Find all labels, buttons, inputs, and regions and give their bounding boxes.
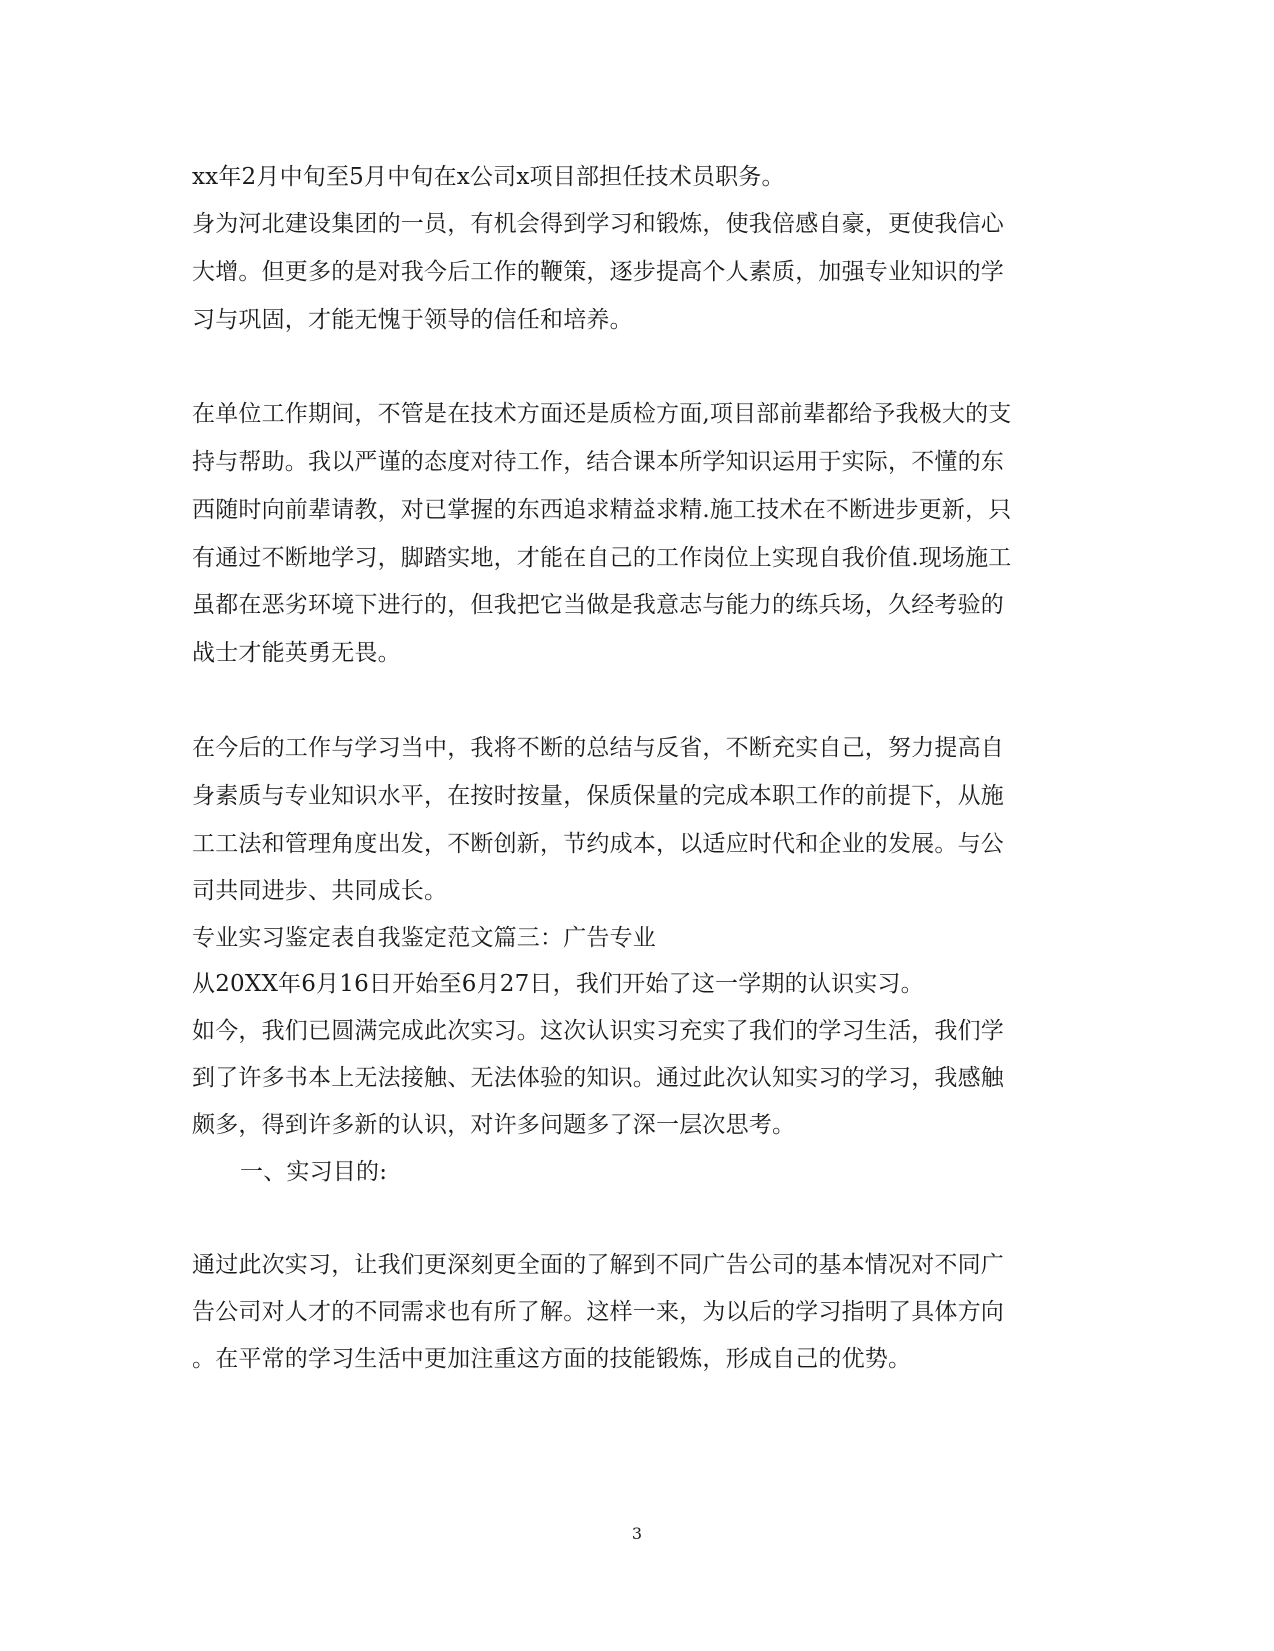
subsection-heading: 一、实习目的: [240,1159,388,1185]
text-line: 虽都在恶劣环境下进行的，但我把它当做是我意志与能力的练兵场，久经考验的 [192,592,1004,618]
text-line: 在今后的工作与学习当中，我将不断的总结与反省，不断充实自己，努力提高自 [192,735,1004,761]
text-line: 有通过不断地学习，脚踏实地，才能在自己的工作岗位上实现自我价值.现场施工 [192,545,1012,571]
text-line: 告公司对人才的不同需求也有所了解。这样一来，为以后的学习指明了具体方向 [192,1299,1004,1325]
text-line: 大增。但更多的是对我今后工作的鞭策，逐步提高个人素质，加强专业知识的学 [192,259,1004,285]
page-number: 3 [631,1524,643,1543]
text-line: 身为河北建设集团的一员，有机会得到学习和锻炼，使我倍感自豪，更使我信心 [192,211,1004,237]
text-line: 到了许多书本上无法接触、无法体验的知识。通过此次认知实习的学习，我感触 [192,1065,1004,1091]
text-line: 工工法和管理角度出发，不断创新，节约成本，以适应时代和企业的发展。与公 [192,831,1004,857]
text-line: 颇多，得到许多新的认识，对许多问题多了深一层次思考。 [192,1112,796,1138]
text-line: 从20XX年6月16日开始至6月27日，我们开始了这一学期的认识实习。 [192,971,924,997]
text-line: 司共同进步、共同成长。 [192,878,448,904]
section-heading: 专业实习鉴定表自我鉴定范文篇三：广告专业 [192,925,656,951]
text-line: 战士才能英勇无畏。 [192,640,401,666]
text-line: 。在平常的学习生活中更加注重这方面的技能锻炼，形成自己的优势。 [192,1346,912,1372]
text-line: 通过此次实习，让我们更深刻更全面的了解到不同广告公司的基本情况对不同广 [192,1252,1004,1278]
text-line: 持与帮助。我以严谨的态度对待工作，结合课本所学知识运用于实际，不懂的东 [192,449,1004,475]
text-line: 习与巩固，才能无愧于领导的信任和培养。 [192,307,633,333]
text-line: xx年2月中旬至5月中旬在x公司x项目部担任技术员职务。 [192,164,785,190]
text-line: 如今，我们已圆满完成此次实习。这次认识实习充实了我们的学习生活，我们学 [192,1018,1004,1044]
text-line: 身素质与专业知识水平，在按时按量，保质保量的完成本职工作的前提下，从施 [192,783,1004,809]
text-line: 西随时向前辈请教，对已掌握的东西追求精益求精.施工技术在不断进步更新，只 [192,497,1012,523]
text-line: 在单位工作期间，不管是在技术方面还是质检方面,项目部前辈都给予我极大的支 [192,401,1012,427]
